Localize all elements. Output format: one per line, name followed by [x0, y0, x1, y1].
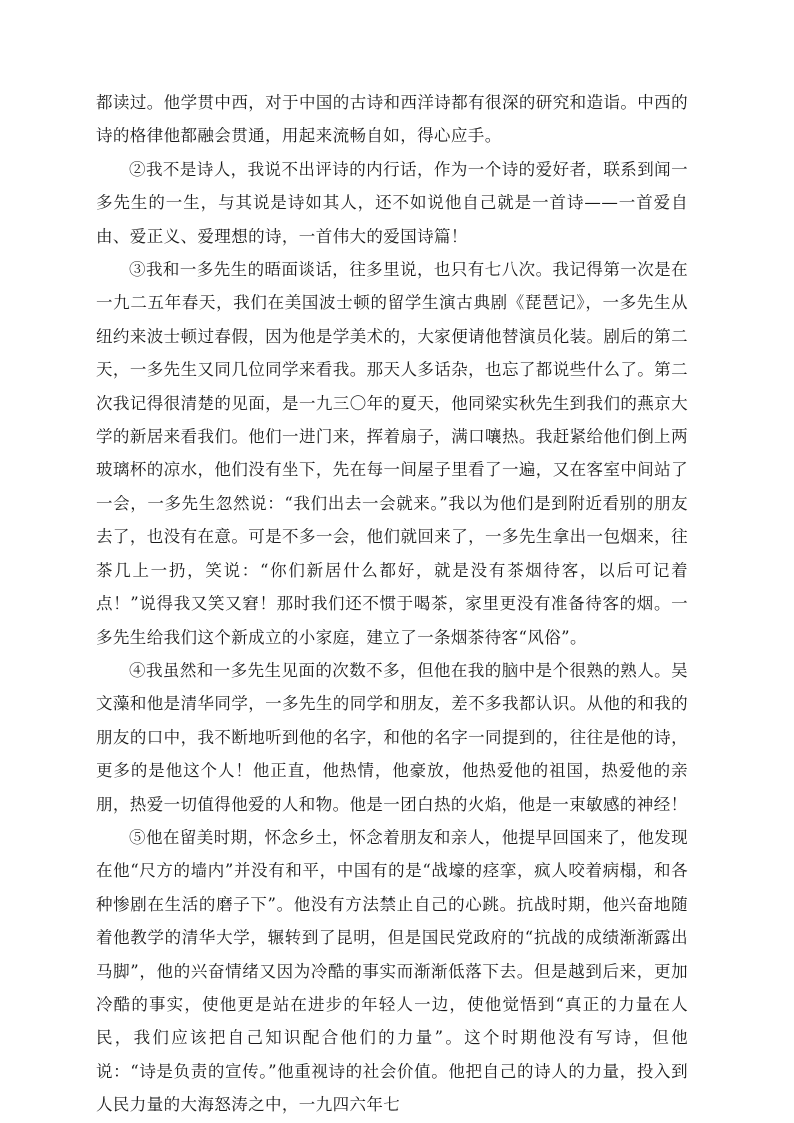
document-page [96, 86, 688, 1122]
paragraph-3: ③我和一多先生的晤面谈话，往多里说，也只有七八次。我记得第一次是在一九二五年春天，我们在美国波士顿的留学生演古典剧《琵琶记》，一多先生从纽约来波士顿过春假，因为他是学美术的，大家便请他替演员化装。剧后的第二天，一多先生又同几位同学来看我。那天人多话杂，也忘了都说些什么了。第二次我记得很清楚的见面，是一九三〇年的夏天，他同梁实秋先生到我们的燕京大学的新居来看我们。他们一进门来，挥着扇子，满口嚷热。我赶紧给他们倒上两玻璃杯的凉水，他们没有坐下，先在每一间屋子里看了一遍，又在客室中间站了一会，一多先生忽然说：“我们出去一会就来。”我以为他们是到附近看别的朋友去了，也没有在意。可是不多一会，他们就回来了，一多先生拿出一包烟来，往茶几上一扔，笑说：“你们新居什么都好，就是没有茶烟待客，以后可记着点！”说得我又笑又窘！那时我们还不惯于喝茶，家里更没有准备待客的烟。一多先生给我们这个新成立的小家庭，建立了一条烟茶待客“风俗”。 [96, 260, 688, 647]
paragraph-4: ④我虽然和一多先生见面的次数不多，但他在我的脑中是个很熟的熟人。吴文藻和他是清华同学，一多先生的同学和朋友，差不多我都认识。从他的和我的朋友的口中，我不断地听到他的名字，和他的名字一同提到的，往往是他的诗，更多的是他这个人！他正直，他热情，他豪放，他热爱他的祖国，热爱他的亲朋，热爱一切值得他爱的人和物。他是一团白热的火焰，他是一束敏感的神经！ [96, 660, 688, 814]
paragraph-2: ②我不是诗人，我说不出评诗的内行话，作为一个诗的爱好者，联系到闻一多先生的一生，与其说是诗如其人，还不如说他自己就是一首诗——一首爱自由、爱正义、爱理想的诗，一首伟大的爱国诗篇！ [96, 159, 688, 246]
paragraph-5: ⑤他在留美时期，怀念乡土，怀念着朋友和亲人，他提早回国来了，他发现在他“尺方的墙内”并没有和平，中国有的是“战壕的痉挛，疯人咬着病榻，和各种惨剧在生活的磨子下”。他没有方法禁止自己的心跳。抗战时期，他兴奋地随着他教学的清华大学，辗转到了昆明，但是国民党政府的“抗战的成绩渐渐露出马脚”，他的兴奋情绪又因为冷酷的事实而渐渐低落下去。但是越到后来，更加冷酷的事实，使他更是站在进步的年轻人一边，使他觉悟到“真正的力量在人民，我们应该把自己知识配合他们的力量”。这个时期他没有写诗，但他说：“诗是负责的宣传。”他重视诗的社会价值。他把自己的诗人的力量，投入到人民力量的大海怒涛之中，一九四六年七 [96, 827, 688, 1115]
paragraph-continuation: 都读过。他学贯中西，对于中国的古诗和西洋诗都有很深的研究和造诣。中西的诗的格律他都融会贯通，用起来流畅自如，得心应手。 [96, 93, 688, 146]
